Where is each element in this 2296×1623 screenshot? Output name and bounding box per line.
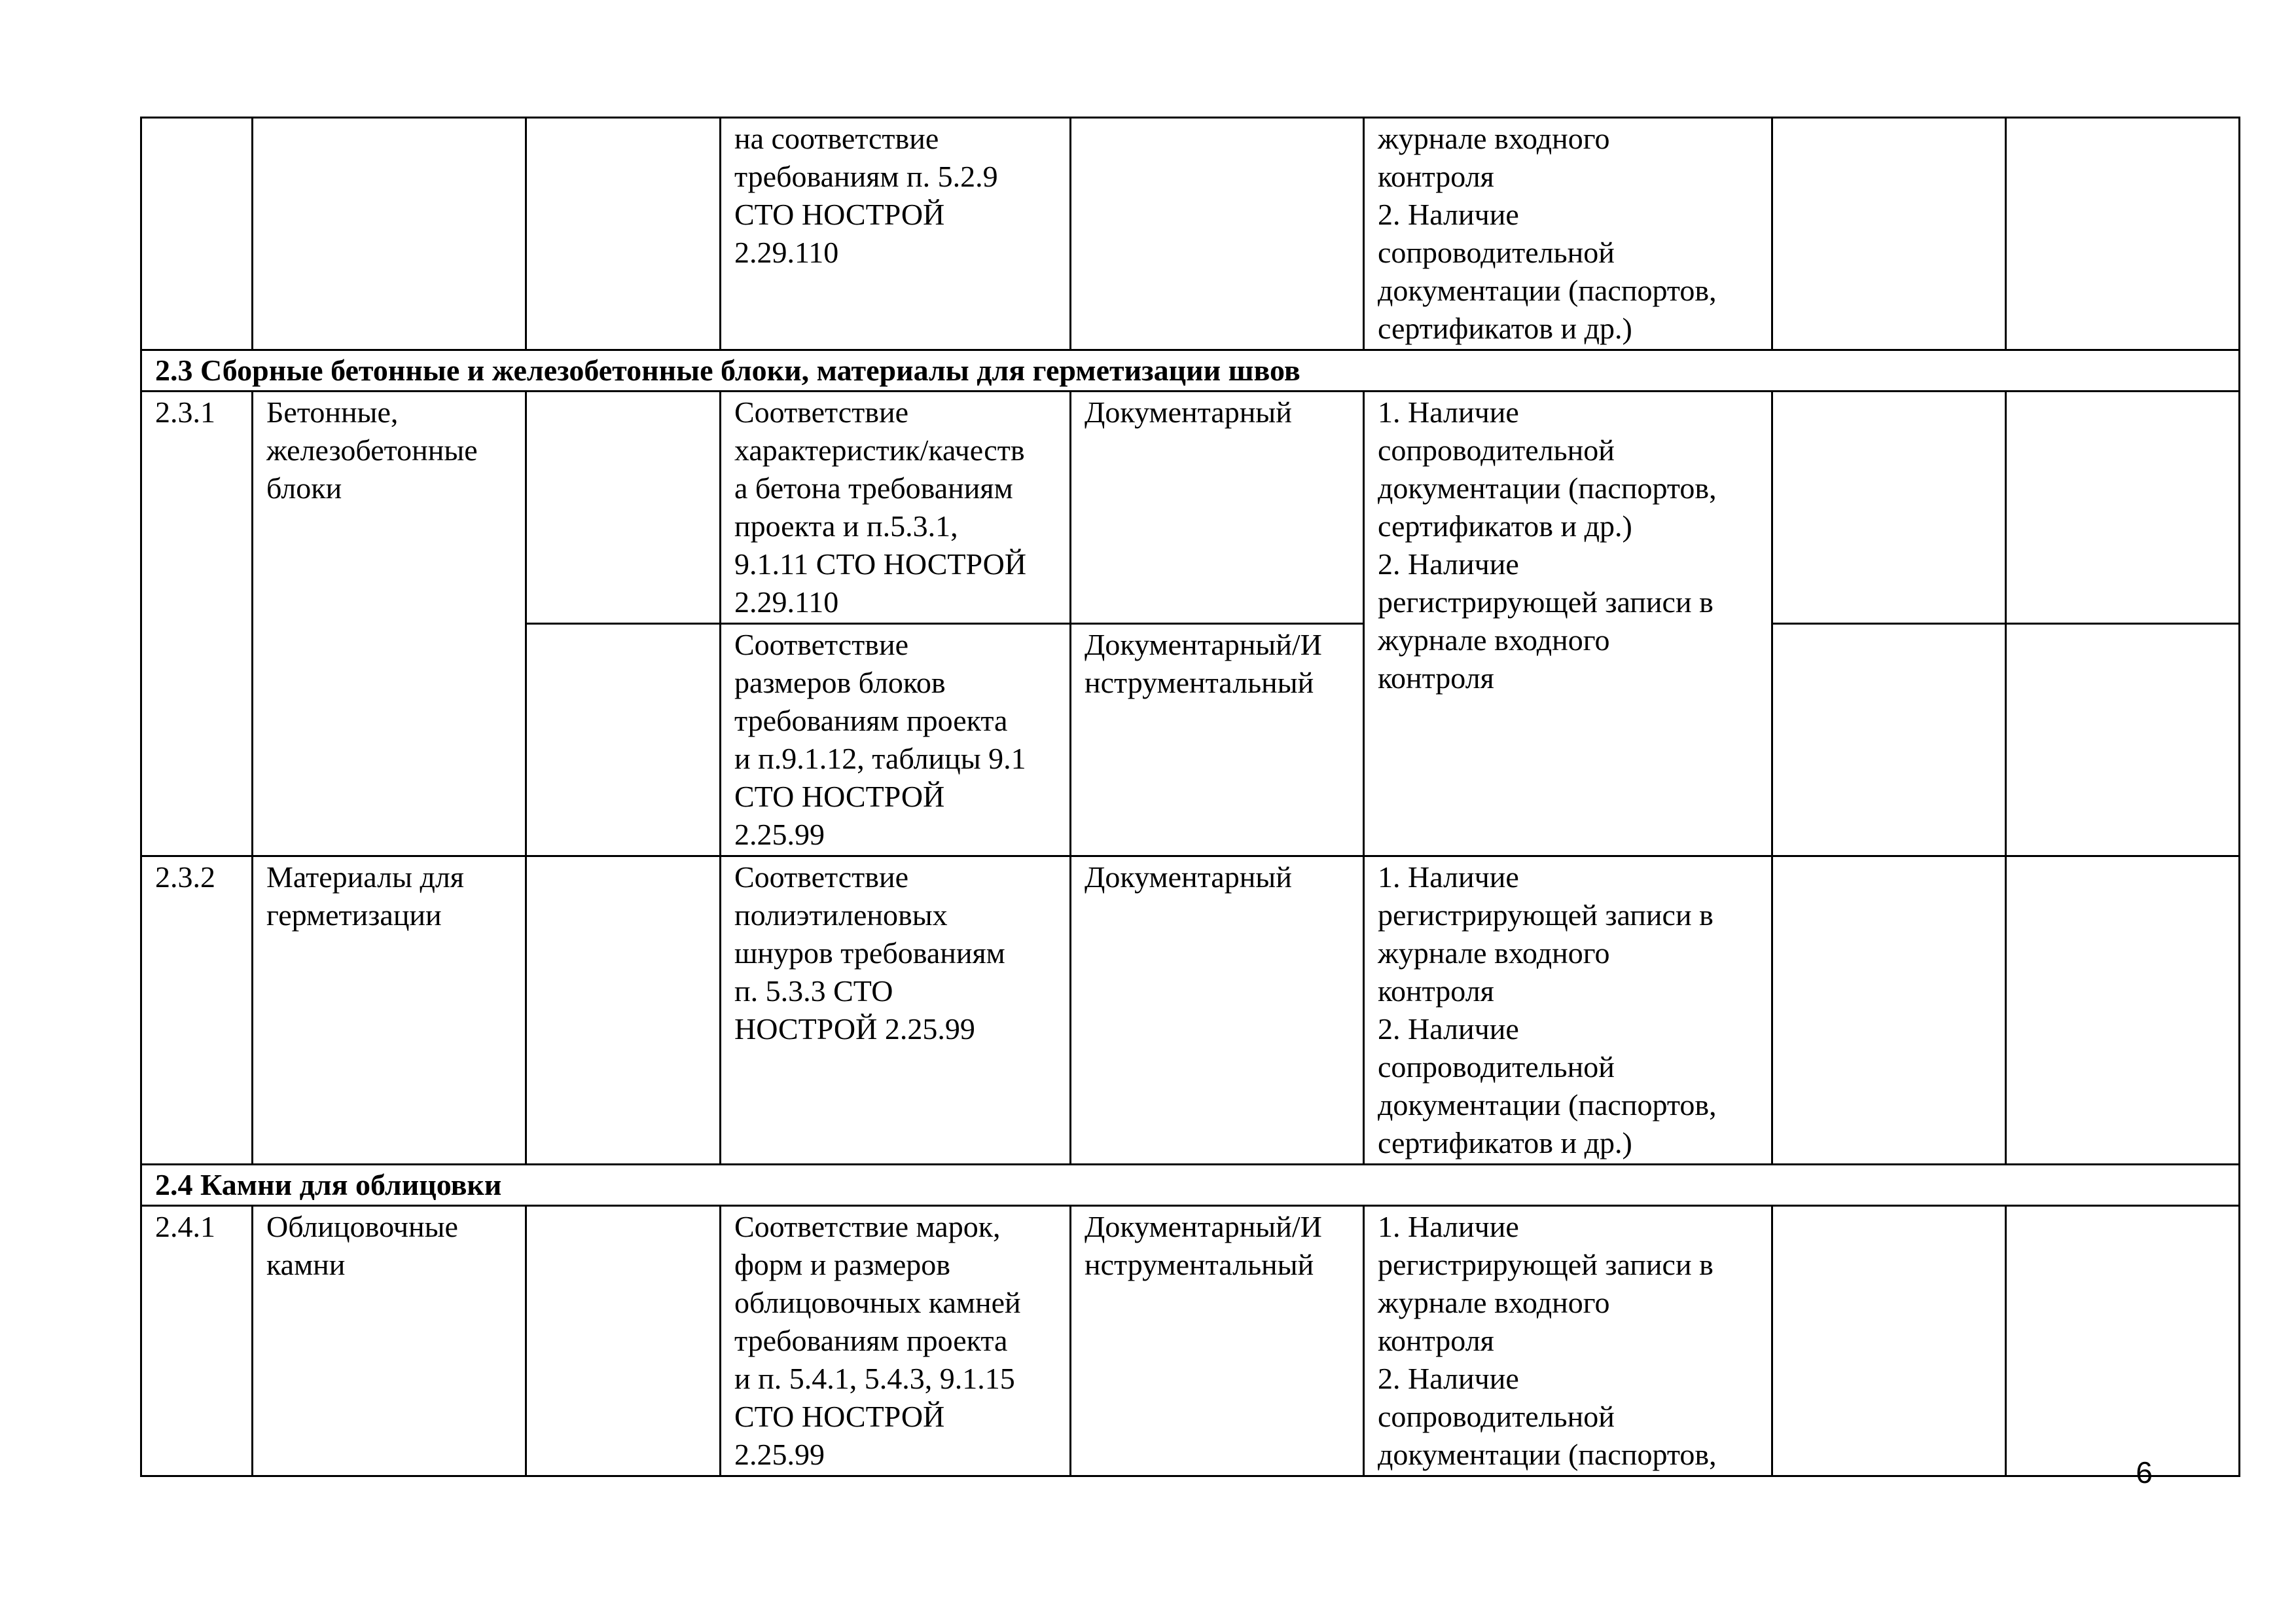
cell-empty — [2006, 1206, 2240, 1476]
section-header-row — [141, 350, 2240, 392]
table-row-2-4-1 — [141, 1206, 2240, 1476]
page-number: 6 — [2136, 1455, 2153, 1489]
cell-empty — [1772, 856, 2006, 1165]
cell-method: Документарный/И нструментальный — [1071, 624, 1364, 856]
cell-requirement: Соответствие размеров блоков требованиям проекта и п.9.1.12, таблицы 9.1 СТО НОСТРОЙ 2.25.99 — [721, 624, 1071, 856]
cell-documents: 1. Наличие регистрирующей записи в журнале входного контроля 2. Наличие сопроводительной документации (паспортов, — [1364, 1206, 1772, 1476]
control-table — [140, 117, 2240, 1477]
cell-requirement: на соответствие требованиям п. 5.2.9 СТО НОСТРОЙ 2.29.110 — [721, 118, 1071, 350]
cell-empty — [2006, 392, 2240, 624]
item-name: Материалы для герметизации — [253, 856, 526, 1165]
cell-empty — [526, 624, 721, 856]
cell-method-empty — [1071, 118, 1364, 350]
cell-empty — [1772, 392, 2006, 624]
item-name: Облицовочные камни — [253, 1206, 526, 1476]
cell-method: Документарный/И нструментальный — [1071, 1206, 1364, 1476]
cell-empty — [1772, 118, 2006, 350]
cell-documents: журнале входного контроля 2. Наличие сопроводительной документации (паспортов, сертификатов и др.) — [1364, 118, 1772, 350]
item-number: 2.4.1 — [141, 1206, 253, 1476]
section-header-row — [141, 1165, 2240, 1206]
cell-requirement: Соответствие характеристик/качеств а бетона требованиям проекта и п.5.3.1, 9.1.11 СТО НОСТРОЙ 2.29.110 — [721, 392, 1071, 624]
cell-empty — [526, 856, 721, 1165]
cell-requirement: Соответствие полиэтиленовых шнуров требованиям п. 5.3.3 СТО НОСТРОЙ 2.25.99 — [721, 856, 1071, 1165]
cell-empty — [526, 1206, 721, 1476]
cell-documents: 1. Наличие сопроводительной документации (паспортов, сертификатов и др.) 2. Наличие регистрирующей записи в журнале входного контроля — [1364, 392, 1772, 856]
cell-method: Документарный — [1071, 856, 1364, 1165]
cell-empty — [526, 392, 721, 624]
cell-empty — [2006, 118, 2240, 350]
item-name: Бетонные, железобетонные блоки — [253, 392, 526, 856]
cell-num-empty — [141, 118, 253, 350]
cell-documents: 1. Наличие регистрирующей записи в журнале входного контроля 2. Наличие сопроводительной документации (паспортов, сертификатов и др.) — [1364, 856, 1772, 1165]
section-title-2-3: 2.3 Сборные бетонные и железобетонные блоки, материалы для герметизации швов — [141, 350, 2240, 392]
cell-requirement: Соответствие марок, форм и размеров облицовочных камней требованиям проекта и п. 5.4.1, 5.4.3, 9.1.15 СТО НОСТРОЙ 2.25.99 — [721, 1206, 1071, 1476]
cell-empty — [1772, 1206, 2006, 1476]
item-number: 2.3.2 — [141, 856, 253, 1165]
cell-empty — [2006, 856, 2240, 1165]
table-row-continuation — [141, 118, 2240, 350]
cell-name-empty — [253, 118, 526, 350]
table-row-2-3-2 — [141, 856, 2240, 1165]
item-number: 2.3.1 — [141, 392, 253, 856]
cell-empty — [526, 118, 721, 350]
cell-empty — [1772, 624, 2006, 856]
cell-empty — [2006, 624, 2240, 856]
section-title-2-4: 2.4 Камни для облицовки — [141, 1165, 2240, 1206]
table-row-2-3-1-a — [141, 392, 2240, 624]
cell-method: Документарный — [1071, 392, 1364, 624]
